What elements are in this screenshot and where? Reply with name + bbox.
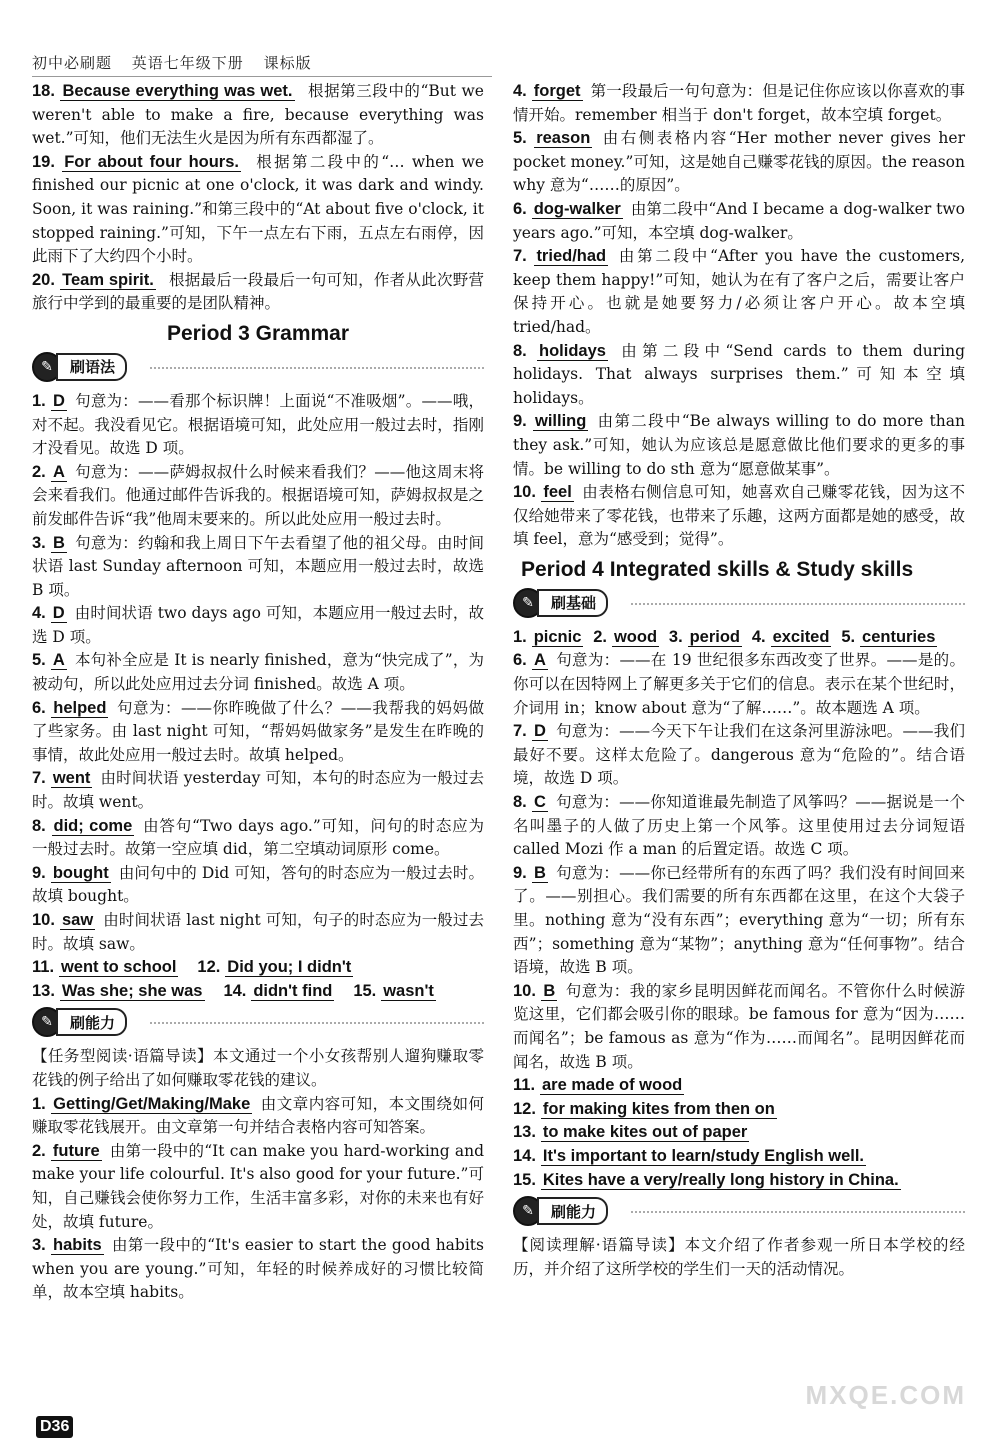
answers-18-20 [32, 80, 484, 316]
grammar-answers [32, 390, 484, 1003]
answer-item: 2. A 句意为：——萨姆叔叔什么时候来看我们？——他这周末将会来看我们。他通过邮件告诉我的。根据语境可知，萨姆叔叔是之前发邮件告诉“我”他周末要来的。所以此处应用一般过去时。 [32, 462, 484, 528]
watermark: MXQE.COM [805, 1380, 966, 1410]
answer-item: 8. holidays 由第二段中“Send cards to them during holidays. That always surprises them.”可知本空填 holidays。 [513, 341, 965, 407]
answer-item: 4. D 由时间状语 two days ago 可知，本题应用一般过去时，故选 D 项。 [32, 604, 484, 646]
ability-tag [32, 1007, 127, 1037]
answer-item: 9. B 句意为：——你已经带所有的东西了吗？我们没有时间回来了。——别担心。我们需要的所有东西都在这里，在这个大袋子里。nothing 意为“没有东西”；everything 意为“一切；所有东西”；something 意为“某物”；anything 意为“任何事物”。结合语境，故选 B 项。 [513, 863, 965, 977]
brush-icon: ✎ [32, 352, 62, 382]
dotted-divider [150, 367, 484, 369]
dotted-divider [631, 1211, 965, 1213]
page-number: D36 [36, 1416, 73, 1438]
header-rule [32, 76, 492, 77]
answer-item: 18. Because everything was wet. 根据第三段中的“But we weren't able to make a fire, because everything was wet.”可知，他们无法生火是因为所有东西都湿了。 [32, 82, 484, 148]
grammar-tag-label: 刷语法 [56, 353, 127, 381]
reading-answers-4-10 [513, 80, 965, 552]
answer-item: 6. helped 句意为：——你昨晚做了什么？——我帮我的妈妈做了些家务。由 last night 可知，“帮妈妈做家务”是发生在昨晚的事情，故此处应用一般过去时。故填 helped。 [32, 698, 484, 764]
answer-item: 12. for making kites from then on [513, 1099, 775, 1118]
reading-answers [32, 1093, 484, 1305]
grammar-tag [32, 352, 127, 382]
right-column [513, 80, 965, 1281]
period4-title: Period 4 Integrated skills & Study skills [521, 557, 914, 581]
answer-item: 8. did; come 由答句“Two days ago.”可知，问句的时态应为一般过去时。故第一空应填 did，第二空填动词原形 come。 [32, 816, 484, 859]
answer-item: 10. feel 由表格右侧信息可知，她喜欢自己赚零花钱，因为这不仅给她带来了零花钱，也带来了乐趣，这两方面都是她的感受，故填 feel，意为“感受到；觉得”。 [513, 483, 965, 549]
basic-answers [513, 649, 965, 1074]
answers-13-15: 13. Was she; she was 14. didn't find 15. wasn't [32, 981, 434, 1000]
ability-tag-row [32, 1007, 484, 1041]
answer-item: 8. C 句意为：——你知道谁最先制造了风筝吗？——据说是一个名叫墨子的人做了历史上第一个风筝。这里使用过去分词短语 called Mozi 作 a man 的后置定语。故选 C 项。 [513, 793, 965, 859]
book-name: 初中必刷题 [32, 54, 113, 72]
answer-item: 3. B 句意为：约翰和我上周日下午去看望了他的祖父母。由时间状语 last Sunday afternoon 可知，本题应用一般过去时，故选 B 项。 [32, 533, 484, 599]
answers-1-5: 1. picnic 2. wood 3. period 4. excited 5. centuries [513, 627, 936, 646]
answer-item: 6. A 句意为：——在 19 世纪很多东西改变了世界。——是的。你可以在因特网上了解更多关于它们的信息。表示在某个世纪时，介词用 in；know about 意为“了解……”。故本题选 A 项。 [513, 651, 965, 717]
answer-item: 10. B 句意为：我的家乡昆明因鲜花而闻名。不管你什么时候游览这里，它们都会吸引你的眼球。be famous for 意为“因为……而闻名”；be famous as 意为“作为……而闻名”。昆明因鲜花而闻名，故选 B 项。 [513, 981, 965, 1071]
reading-intro: 【任务型阅读·语篇导读】本文通过一个小女孩帮别人遛狗赚取零花钱的例子给出了如何赚取零花钱的建议。 [32, 1047, 484, 1089]
answer-item: 5. reason 由右侧表格内容“Her mother never gives her pocket money.”可知，这是她自己赚零花钱的原因。the reason why 意为“……的原因”。 [513, 129, 965, 195]
answer-item: 7. tried/had 由第二段中“After you have the customers, keep them happy!”可知，她认为在有了客户之后，需要让客户保持开心。也就是她要努力/必须让客户开心。故本空填 tried/had。 [513, 247, 965, 336]
answers-11-12: 11. went to school 12. Did you; I didn't [32, 958, 352, 977]
basic-tag-label: 刷基础 [537, 589, 608, 617]
answer-item: 7. D 句意为：——今天下午让我们在这条河里游泳吧。——我们最好不要。这样太危险了。dangerous 意为“危险的”。结合语境，故选 D 项。 [513, 722, 965, 788]
answer-item: 6. dog-walker 由第二段中“And I became a dog-walker two years ago.”可知，本空填 dog-walker。 [513, 199, 965, 242]
phrase-answers [513, 1074, 965, 1192]
edition-name: 课标版 [263, 54, 312, 72]
answer-item: 14. It's important to learn/study English well. [513, 1146, 865, 1165]
answer-item: 3. habits 由第一段中的“It's easier to start the good habits when you are young.”可知，年轻的时候养成好的习惯比较简单，故本空填 habits。 [32, 1236, 484, 1302]
answer-item: 11. are made of wood [513, 1076, 683, 1095]
answer-item: 7. went 由时间状语 yesterday 可知，本句的时态应为一般过去时。故填 went。 [32, 769, 484, 812]
brush-icon: ✎ [513, 1196, 543, 1226]
answer-item: 9. willing 由第二段中“Be always willing to do more than they ask.”可知，她认为应该总是愿意做比他们要求的更多的事情。be willing to do sth 意为“愿意做某事”。 [513, 412, 965, 478]
answer-item: 4. forget 第一段最后一句句意为：但是记住你应该以你喜欢的事情开始。remember 相当于 don't forget，故本空填 forget。 [513, 82, 965, 124]
answer-item: 5. A 本句补全应是 It is nearly finished，意为“快完成了”，为被动句，所以此处应用过去分词 finished。故选 A 项。 [32, 651, 484, 694]
left-column [32, 80, 484, 1305]
answer-item: 1. D 句意为：——看那个标识牌！上面说“不准吸烟”。——哦，对不起。我没看见它。根据语境可知，此处应用一般过去时，指刚才没看见。故选 D 项。 [32, 391, 484, 458]
ability-tag-label: 刷能力 [537, 1197, 608, 1225]
answer-item: 1. Getting/Get/Making/Make 由文章内容可知，本文围绕如何赚取零花钱展开。由文章第一句并结合表格内容可知答案。 [32, 1094, 484, 1137]
answer-item: 10. saw 由时间状语 last night 可知，句子的时态应为一般过去时。故填 saw。 [32, 911, 484, 953]
brush-icon: ✎ [513, 588, 543, 618]
dotted-divider [150, 1022, 484, 1024]
reading-intro-right: 【阅读理解·语篇导读】本文介绍了作者参观一所日本学校的经历，并介绍了这所学校的学生们一天的活动情况。 [513, 1236, 965, 1278]
answer-item: 9. bought 由问句中的 Did 可知，答句的时态应为一般过去时。故填 bought。 [32, 863, 484, 906]
answer-item: 2. future 由第一段中的“It can make you hard-working and make your life colourful. It's also good for your future.”可知，自己赚钱会使你努力工作，生活丰富多彩，对你的未来也有好处，故填 future。 [32, 1141, 484, 1231]
answer-item: 13. to make kites out of paper [513, 1123, 748, 1142]
answer-item: 15. Kites have a very/really long history in China. [513, 1170, 899, 1189]
grammar-tag-row [32, 352, 484, 386]
running-header [32, 52, 326, 73]
dotted-divider [631, 603, 965, 605]
answer-item: 20. Team spirit. 根据最后一段最后一句可知，作者从此次野营旅行中学到的最重要的是团队精神。 [32, 270, 484, 313]
period3-title: Period 3 Grammar [166, 321, 350, 345]
basic-tag [513, 588, 608, 618]
subject-name: 英语七年级下册 [131, 54, 244, 72]
ability-tag-label: 刷能力 [56, 1008, 127, 1036]
brush-icon: ✎ [32, 1007, 62, 1037]
ability-tag-row-right [513, 1196, 965, 1230]
ability-tag [513, 1196, 608, 1226]
basic-tag-row [513, 588, 965, 622]
answer-item: 19. For about four hours. 根据第二段中的“… when we finished our picnic at one o'clock, it was dark and windy. Soon, it was raining.”和第三段中的“At about five o'clock, it stopped raining.”可知，下午一点左右下雨，五点左右雨停，因此雨下了大约四个小时。 [32, 152, 485, 266]
